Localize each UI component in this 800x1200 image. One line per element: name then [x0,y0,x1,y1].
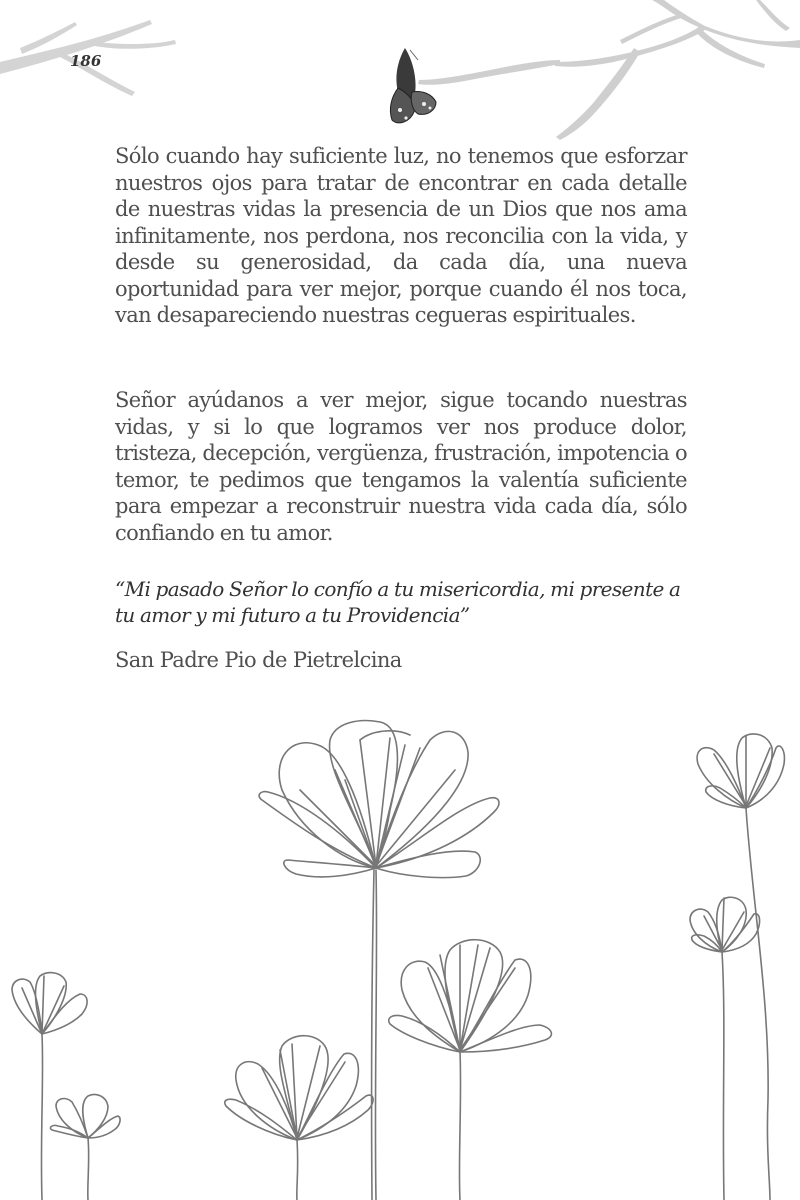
right-flower-top-icon [697,734,784,1200]
paragraph-1: Sólo cuando hay suficiente luz, no tenemos que esforzar nuestros ojos para tratar de encontrar en cada detalle de nuestras vidas la presencia de un Dios que nos ama infinitamente, nos perdona, nos reconcilia con la vida, y desde su generosidad, da cada día, una nueva oportunidad para ver mejor, porque cuando él nos toca, van desapareciendo nuestras cegueras espirituales. [115,144,687,327]
left-flower-bottom-icon [50,1094,120,1200]
page-number: 186 [70,52,102,70]
paragraph-2: Señor ayúdanos a ver mejor, sigue tocando nuestras vidas, y si lo que logramos ver nos produce dolor, tristeza, decepción, vergüenza, frustración, impotencia o temor, te pedimos que tengamos la valentía suficiente para empezar a reconstruir nuestra vida cada día, sólo confiando en tu amor. [115,388,687,545]
left-flower-top-icon [12,973,87,1200]
lower-flower-icon [225,1036,373,1200]
quote-author: San Padre Pio de Pietrelcina [115,648,402,672]
quote: “Mi pasado Señor lo confío a tu misericordia, mi presente a tu amor y mi futuro a tu Providencia” [115,577,681,627]
right-flower-bottom-icon [690,897,760,1200]
medium-flower-icon [389,940,552,1200]
